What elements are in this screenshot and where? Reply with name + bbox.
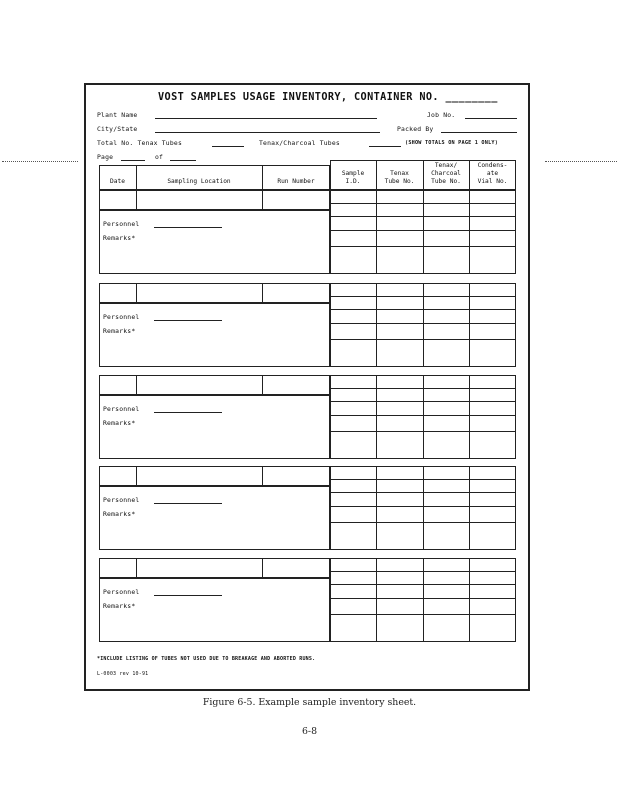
figure-caption: Figure 6-5. Example sample inventory sheet. (202, 697, 417, 708)
scan-artifact (2, 161, 78, 162)
packed-by-field[interactable] (441, 132, 517, 133)
tube-grid-row (330, 246, 516, 247)
condensate-vial-header-3: Vial No. (477, 178, 508, 185)
personnel-field[interactable] (154, 320, 222, 321)
personnel-field[interactable] (154, 412, 222, 413)
entry-row (99, 466, 330, 486)
tenax-charcoal-label: Tenax/Charcoal Tubes (259, 139, 340, 147)
personnel-label: Personnel (103, 405, 140, 413)
location-cell-divider (262, 375, 263, 395)
page-label: Page (97, 153, 114, 161)
total-tenax-label: Total No. Tenax Tubes (97, 139, 182, 147)
entry-row (99, 375, 330, 395)
tube-grid-row (330, 571, 516, 572)
of-label: of (155, 153, 164, 161)
personnel-field[interactable] (154, 503, 222, 504)
form-title: VOST SAMPLES USAGE INVENTORY, CONTAINER NO. ________ (158, 92, 498, 103)
tube-grid-row (330, 203, 516, 204)
tube-grid-row (330, 415, 516, 416)
tube-grid-row (330, 216, 516, 217)
personnel-field[interactable] (154, 595, 222, 596)
personnel-field[interactable] (154, 227, 222, 228)
tenax-charcoal-tube-header-3: Tube No. (431, 178, 461, 185)
location-cell-divider (262, 558, 263, 578)
condensate-vial-header-1: Condens- (477, 162, 508, 169)
tube-grid-row (330, 388, 516, 389)
plant-name-field[interactable] (155, 118, 377, 119)
city-state-label: City/State (97, 125, 138, 133)
tube-grid-row (330, 296, 516, 297)
personnel-label: Personnel (103, 588, 140, 596)
personnel-label: Personnel (103, 220, 140, 228)
personnel-label: Personnel (103, 496, 140, 504)
entry-row (99, 283, 330, 303)
date-cell-divider (136, 466, 137, 486)
date-cell-divider (136, 558, 137, 578)
run-number-header: Run Number (277, 178, 315, 185)
plant-name-label: Plant Name (97, 111, 138, 119)
tube-grid-row (330, 506, 516, 507)
remarks-label: Remarks* (103, 327, 136, 335)
form-code: L-0003 rev 10-91 (97, 671, 149, 677)
page-number: 6-8 (301, 726, 318, 737)
location-cell-divider (262, 466, 263, 486)
city-state-field[interactable] (155, 132, 380, 133)
sample-id-header-1: Sample (341, 170, 365, 177)
scan-artifact (545, 161, 617, 162)
total-tenax-field[interactable] (212, 146, 244, 147)
job-no-label: Job No. (427, 111, 456, 119)
job-no-field[interactable] (465, 118, 517, 119)
entry-row (99, 558, 330, 578)
page-field[interactable] (121, 160, 145, 161)
sample-id-header-2: I.D. (345, 178, 361, 185)
tube-grid-row (330, 522, 516, 523)
remarks-label: Remarks* (103, 510, 136, 518)
packed-by-label: Packed By (397, 125, 434, 133)
tube-grid-row (330, 584, 516, 585)
of-field[interactable] (170, 160, 196, 161)
tube-grid-row (330, 598, 516, 599)
date-cell-divider (136, 283, 137, 303)
show-totals-note: (SHOW TOTALS ON PAGE 1 ONLY) (405, 140, 499, 146)
location-cell-divider (262, 283, 263, 303)
date-cell-divider (136, 375, 137, 395)
location-cell-divider (262, 190, 263, 210)
remarks-label: Remarks* (103, 419, 136, 427)
tube-grid-row (330, 614, 516, 615)
sampling-location-header: Sampling Location (167, 178, 231, 185)
remarks-label: Remarks* (103, 602, 136, 610)
personnel-label: Personnel (103, 313, 140, 321)
tube-grid-row (330, 401, 516, 402)
tenax-charcoal-tube-header-2: Charcoal (431, 170, 461, 177)
tube-grid-row (330, 431, 516, 432)
condensate-vial-header-2: ate (486, 170, 499, 177)
tube-grid-row (330, 479, 516, 480)
date-cell-divider (136, 190, 137, 210)
tenax-tube-header-1: Tenax (390, 170, 409, 177)
entry-row (99, 190, 330, 210)
tube-grid-row (330, 492, 516, 493)
tube-grid-row (330, 323, 516, 324)
tube-grid-row (330, 230, 516, 231)
date-header: Date (110, 178, 125, 185)
tenax-charcoal-field[interactable] (369, 146, 401, 147)
tenax-charcoal-tube-header-1: Tenax/ (434, 162, 458, 169)
tube-grid-row (330, 309, 516, 310)
tenax-tube-header-2: Tube No. (384, 178, 415, 185)
remarks-label: Remarks* (103, 234, 136, 242)
tube-grid-row (330, 339, 516, 340)
footnote: *INCLUDE LISTING OF TUBES NOT USED DUE TO BREAKAGE AND ABORTED RUNS. (97, 656, 316, 662)
